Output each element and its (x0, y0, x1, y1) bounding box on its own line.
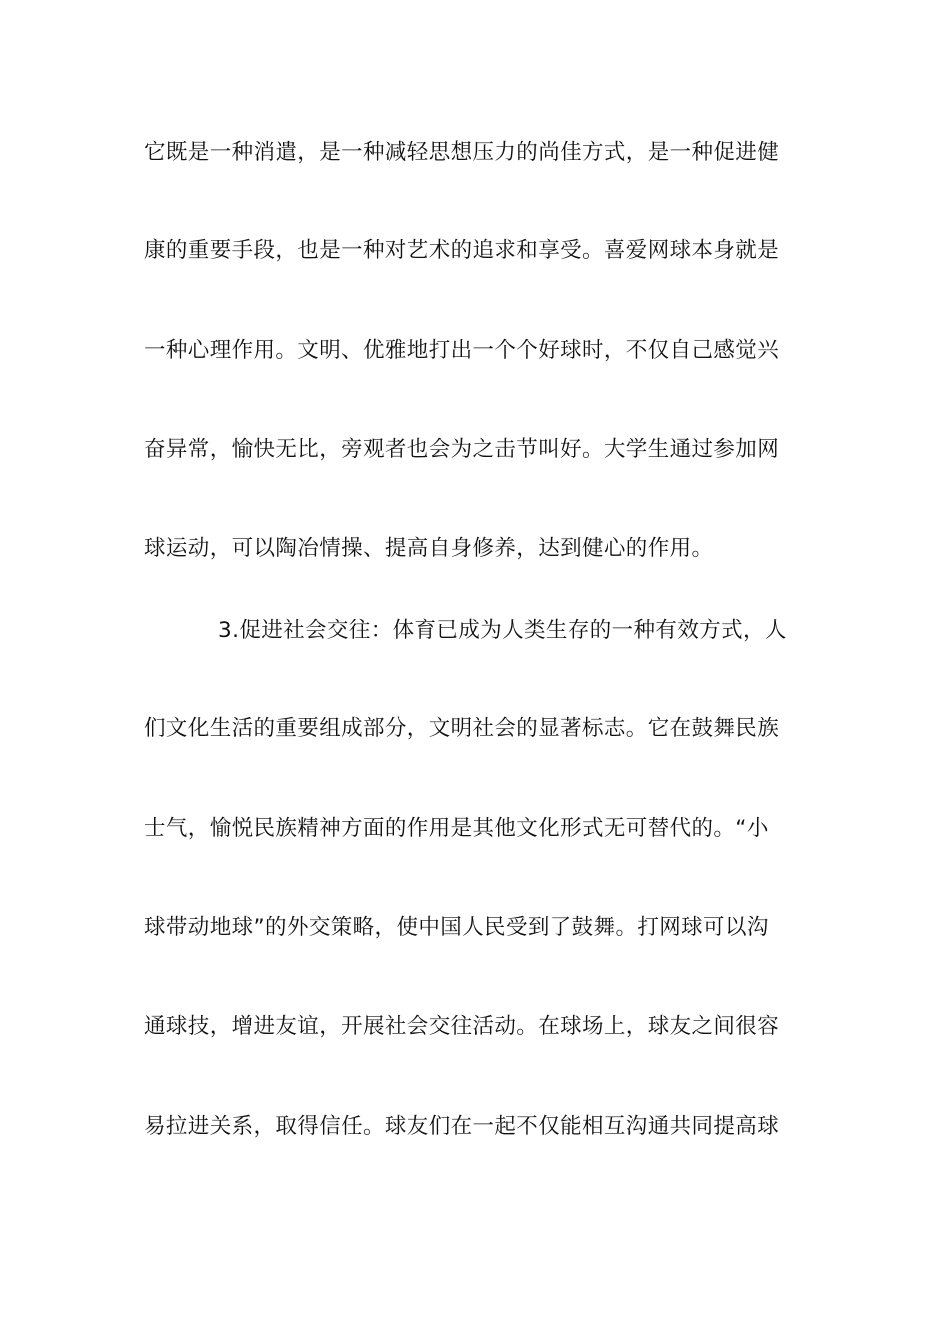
text-line-3: 一种心理作用。文明、优雅地打出一个个好球时，不仅自己感觉兴 (144, 338, 780, 363)
text-line-1: 它既是一种消遣，是一种减轻思想压力的尚佳方式，是一种促进健 (144, 140, 780, 165)
text-line-7: 们文化生活的重要组成部分，文明社会的显著标志。它在鼓舞民族 (144, 716, 780, 741)
text-line-5: 球运动，可以陶冶情操、提高自身修养，达到健心的作用。 (144, 536, 714, 561)
section-heading-line: 3.促进社会交往：体育已成为人类生存的一种有效方式，人 (218, 618, 787, 643)
text-line-9: 球带动地球”的外交策略，使中国人民受到了鼓舞。打网球可以沟 (144, 915, 769, 940)
text-line-8: 士气，愉悦民族精神方面的作用是其他文化形式无可替代的。“小 (144, 816, 769, 841)
text-line-2: 康的重要手段，也是一种对艺术的追求和享受。喜爱网球本身就是 (144, 238, 780, 263)
text-line-10: 通球技，增进友谊，开展社会交往活动。在球场上，球友之间很容 (144, 1014, 780, 1039)
text-line-4: 奋异常，愉快无比，旁观者也会为之击节叫好。大学生通过参加网 (144, 437, 780, 462)
text-line-11: 易拉进关系，取得信任。球友们在一起不仅能相互沟通共同提高球 (144, 1114, 780, 1139)
